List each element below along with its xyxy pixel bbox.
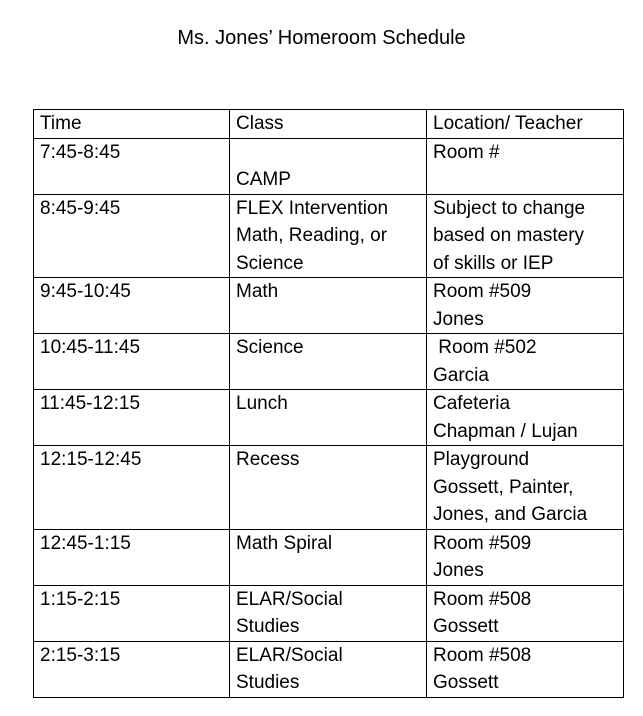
location-teacher-text: Room # (433, 141, 500, 163)
schedule-table (33, 109, 624, 698)
class-cell (230, 585, 427, 641)
location-teacher-text: Room #508 (433, 588, 532, 610)
location-teacher-cell (427, 390, 624, 446)
column-header-time: Time (34, 110, 230, 139)
location-teacher-text: Room #509 (433, 281, 532, 302)
location-teacher-cell (427, 278, 624, 334)
table-row (34, 194, 624, 278)
header-row (34, 110, 624, 139)
table-row (34, 390, 624, 446)
page-title: Ms. Jones’ Homeroom Schedule (177, 27, 466, 49)
time-text: 11:45-12:15 (40, 393, 141, 414)
table-row (34, 529, 624, 585)
class-cell (230, 641, 427, 697)
table-row (34, 138, 624, 194)
time-text: 9:45-10:45 (40, 281, 131, 302)
table-row (34, 641, 624, 697)
table-row (34, 446, 624, 530)
time-cell (34, 446, 230, 530)
time-text: 10:45-11:45 (40, 337, 141, 358)
time-text: 8:45-9:45 (40, 197, 121, 219)
location-teacher-text: Room #508 (433, 644, 532, 666)
time-cell (34, 390, 230, 446)
class-text: Math (236, 281, 279, 302)
location-teacher-cell (427, 585, 624, 641)
time-text: 1:15-2:15 (40, 588, 121, 610)
class-text: Studies (236, 672, 300, 693)
location-teacher-text: Gossett, Painter, (433, 476, 574, 498)
time-text: 7:45-8:45 (40, 141, 121, 163)
location-teacher-text: Gossett (433, 672, 499, 693)
column-header-location-teacher: Location/ Teacher (427, 110, 624, 139)
location-teacher-text: Playground (433, 449, 530, 470)
class-cell (230, 194, 427, 278)
time-cell (34, 194, 230, 278)
time-cell (34, 585, 230, 641)
class-text: CAMP (236, 169, 291, 190)
table-header (34, 110, 624, 139)
location-teacher-text: Chapman / Lujan (433, 420, 578, 442)
table-body (34, 138, 624, 697)
time-text: 12:15-12:45 (40, 449, 142, 470)
table-row (34, 278, 624, 334)
time-cell (34, 278, 230, 334)
location-teacher-text: Garcia (433, 364, 489, 386)
class-cell (230, 278, 427, 334)
class-text: FLEX Intervention (236, 197, 389, 219)
time-cell (34, 334, 230, 390)
table-row (34, 334, 624, 390)
class-cell (230, 138, 427, 194)
class-text: Recess (236, 449, 300, 470)
class-text: Studies (236, 616, 300, 637)
class-text: Math, Reading, or (236, 225, 388, 246)
location-teacher-text: Room #509 (433, 532, 532, 554)
table-row (34, 585, 624, 641)
class-cell (230, 529, 427, 585)
location-teacher-text: Jones, and Garcia (433, 504, 588, 525)
class-text: Science (236, 252, 304, 274)
location-teacher-cell (427, 446, 624, 530)
location-teacher-text: Gossett (433, 616, 499, 637)
class-cell (230, 446, 427, 530)
location-teacher-text: Cafeteria (433, 393, 511, 414)
location-teacher-text: Room #502 (433, 337, 537, 358)
location-teacher-cell (427, 194, 624, 278)
class-text: ELAR/Social (236, 588, 343, 610)
class-text: Science (236, 337, 304, 358)
location-teacher-text: Subject to change (433, 197, 586, 219)
class-text: Lunch (236, 393, 288, 414)
location-teacher-cell (427, 529, 624, 585)
location-teacher-cell (427, 641, 624, 697)
time-cell (34, 641, 230, 697)
class-text: ELAR/Social (236, 644, 343, 666)
time-text: 12:45-1:15 (40, 532, 131, 554)
location-teacher-text: based on mastery (433, 225, 585, 246)
class-cell (230, 390, 427, 446)
class-cell (230, 334, 427, 390)
time-cell (34, 138, 230, 194)
column-header-class: Class (230, 110, 427, 139)
time-cell (34, 529, 230, 585)
location-teacher-text: Jones (433, 560, 484, 581)
location-teacher-cell (427, 138, 624, 194)
class-text: Math Spiral (236, 532, 333, 554)
location-teacher-cell (427, 334, 624, 390)
class-text (236, 139, 422, 167)
location-teacher-text: Jones (433, 308, 484, 330)
location-teacher-text: of skills or IEP (433, 252, 554, 274)
time-text: 2:15-3:15 (40, 644, 121, 666)
